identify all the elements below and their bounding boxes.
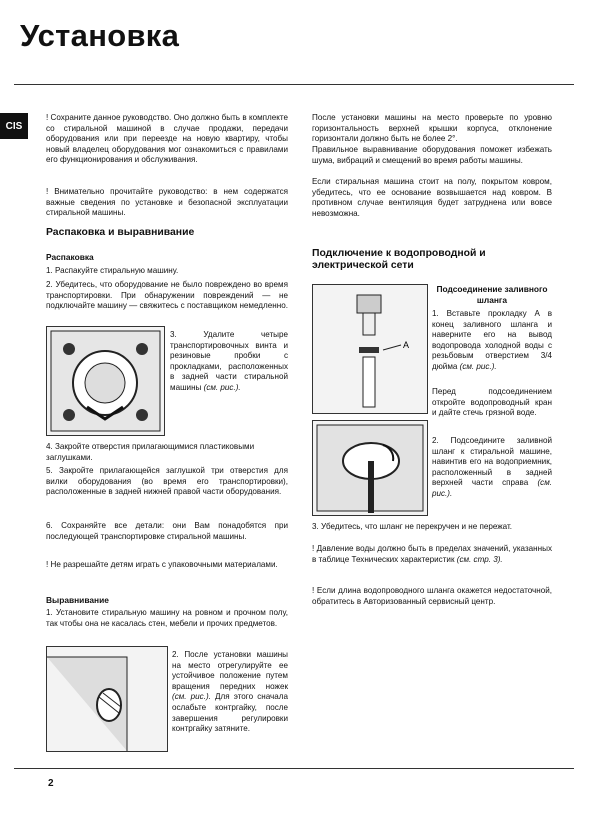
unpack-step-3	[170, 330, 288, 394]
unpack-step-3-text: 3. Удалите четыре транспортировочных винта и резиновые пробки с прокладками, расположенных в задней части стиральной машины	[170, 330, 288, 392]
level-step-2-ref: (см. рис.).	[172, 692, 211, 702]
figure-back-panel-screws	[46, 326, 165, 436]
level-step-2	[172, 650, 288, 735]
warning-paragraph: ! Внимательно прочитайте руководство: в нем содержатся важные сведения по установке и безопасной эксплуатации стиральной машины.	[46, 187, 288, 218]
level-step-2-tail: Для этого сначала ослабьте контргайку, после завершения регулировки контргайку затяните.	[172, 692, 288, 734]
top-rule	[14, 84, 574, 85]
subheading-leveling: Выравнивание	[46, 595, 109, 605]
connect-step-2-text: 2. Подсоедините заливной шланг к стиральной машине, навинтив его на водоприемник, расположенный в задней верхней части справа	[432, 436, 552, 488]
subheading-unpack: Распаковка	[46, 252, 94, 262]
connect-step-1b: Перед подсоединением откройте водопроводный кран и дайте стечь грязной воде.	[432, 387, 552, 418]
back-panel-illustration	[47, 327, 164, 435]
language-tab: CIS	[0, 113, 28, 139]
connect-step-1	[432, 309, 552, 373]
pressure-warning	[312, 544, 552, 565]
unpack-child-warning: ! Не разрешайте детям играть с упаковочными материалами.	[46, 560, 278, 569]
figure-hose-tap	[312, 284, 428, 414]
connect-step-1-text: 1. Вставьте прокладку А в конец заливного шланга и наверните его на вывод водопровода холодной воды с резьбовым отверстием 3/4 дюйма	[432, 309, 552, 371]
unpack-step-5: 5. Закройте прилагающейся заглушкой три отверстия для вилки оборудования (во время его транспортировки), расположенные в задней нижней правой части оборудования.	[46, 466, 288, 497]
subheading-hose: Подсоединение заливного шланга	[436, 284, 548, 305]
hose-length-warning: ! Если длина водопроводного шланга окажется недостаточной, обратитесь в Авторизованный сервисный центр.	[312, 586, 552, 606]
figure-adjustable-foot	[46, 646, 168, 752]
hose-machine-illustration	[313, 421, 427, 515]
connect-step-1-ref: (см. рис.).	[459, 361, 497, 371]
unpack-step-6: 6. Сохраняйте все детали: они Вам понадобятся при последующей транспортировке стиральной машины.	[46, 521, 288, 541]
page-number: 2	[48, 778, 54, 789]
section-heading-unpack-level: Распаковка и выравнивание	[46, 227, 195, 238]
unpack-step-2: 2. Убедитесь, что оборудование не было повреждено во время транспортировки. При обнаружении повреждений — не подключайте машину — свяжитесь с поставщиком немедленно.	[46, 280, 288, 311]
connect-step-2-ref: (см. рис.).	[432, 478, 552, 498]
level-step-2-text: 2. После установки машины на место отрегулируйте ее устойчивое положение путем вращения передних ножек	[172, 650, 288, 691]
connect-step-3: 3. Убедитесь, что шланг не перекручен и не пережат.	[312, 522, 513, 531]
level-check-paragraph: После установки машины на место проверьте по уровню горизонтальность верхней крышки корпуса, отклонение горизонтали должно быть не более 2°.	[312, 113, 552, 144]
connect-step-2	[432, 436, 552, 500]
unpack-step-3-ref: (см. рис.).	[203, 382, 241, 392]
figure-hose-machine	[312, 420, 428, 516]
label-a: A	[403, 340, 410, 350]
unpack-step-1: 1. Распакуйте стиральную машину.	[46, 266, 179, 275]
level-benefit-paragraph: Правильное выравнивание оборудования поможет избежать шума, вибраций и смещений во время работы машины.	[312, 145, 552, 165]
carpet-paragraph: Если стиральная машина стоит на полу, покрытом ковром, убедитесь, что ее основание возвышается над ковром. В противном случае вентиляция будет затруднена или вовсе невозможна.	[312, 177, 552, 218]
section-heading-connection: Подключение к водопроводной и электрической сети	[312, 248, 486, 271]
bottom-rule	[14, 768, 574, 769]
level-step-1: 1. Установите стиральную машину на ровном и прочном полу, так чтобы она не касалась стен, мебели и прочих предметов.	[46, 608, 288, 628]
intro-paragraph: ! Сохраните данное руководство. Оно должно быть в комплекте со стиральной машиной в случае продажи, передачи оборудования или при переезде на новую квартиру, чтобы новый владелец оборудования мог ознакомиться с правилами его функционирования и обслуживания.	[46, 113, 288, 165]
hose-tap-illustration	[313, 285, 427, 413]
pressure-warning-text: ! Давление воды должно быть в пределах значений, указанных в таблице Технических характеристик	[312, 544, 552, 564]
unpack-step-4: 4. Закройте отверстия прилагающимися пластиковыми заглушками.	[46, 442, 255, 462]
foot-illustration	[47, 647, 167, 751]
page-title: Установка	[20, 18, 180, 53]
pressure-warning-ref: (см. стр. 3).	[456, 554, 503, 564]
